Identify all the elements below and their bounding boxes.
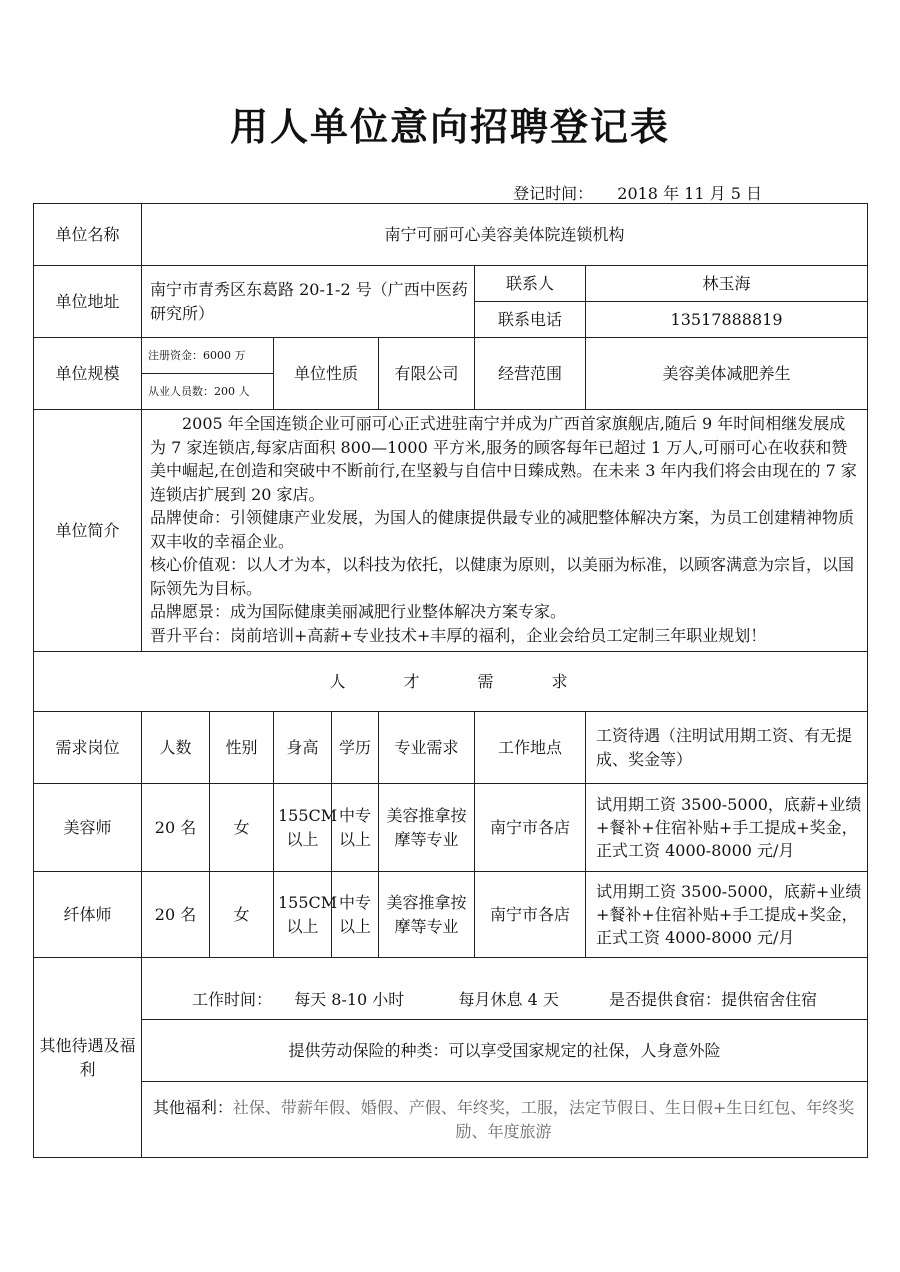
unit-nature-value: 有限公司 [379, 338, 475, 410]
staff-count: 从业人员数：200 人 [142, 374, 274, 410]
contact-label: 联系人 [475, 266, 586, 302]
job-height: 155CM 以上 [274, 872, 332, 958]
rest-days: 每月休息 4 天 [458, 989, 559, 1009]
business-scope-value: 美容美体减肥养生 [586, 338, 868, 410]
registered-capital: 注册资金：6000 万 [142, 338, 274, 374]
job-specialty: 美容推拿按摩等专业 [379, 872, 475, 958]
reg-day: 5 日 [730, 184, 762, 203]
job-salary: 试用期工资 3500-5000，底薪+业绩+餐补+住宿补贴+手工提成+奖金，正式工资 4000-8000 元/月 [586, 872, 868, 958]
unit-scale-label: 单位规模 [34, 338, 142, 410]
phone-value: 13517888819 [586, 302, 868, 338]
meal-value: 提供宿舍住宿 [721, 989, 818, 1009]
job-count: 20 名 [142, 872, 210, 958]
other-benefits-label: 其他福利： [152, 1098, 233, 1118]
unit-name-value: 南宁可丽可心美容美体院连锁机构 [142, 204, 868, 266]
other-benefits-line [142, 1082, 868, 1158]
job-header: 工作地点 [475, 712, 586, 784]
table-row [34, 784, 868, 872]
table-row [34, 872, 868, 958]
job-header: 身高 [274, 712, 332, 784]
job-gender: 女 [210, 872, 274, 958]
job-location: 南宁市各店 [475, 872, 586, 958]
talent-heading: 人才需求 [34, 652, 868, 712]
business-scope-label: 经营范围 [475, 338, 586, 410]
job-title: 纤体师 [34, 872, 142, 958]
work-time-value: 每天 8-10 小时 [294, 989, 405, 1009]
job-gender: 女 [210, 784, 274, 872]
reg-label: 登记时间： [513, 184, 594, 203]
work-time-line [142, 958, 868, 1020]
job-specialty: 美容推拿按摩等专业 [379, 784, 475, 872]
intro-paragraph: 2005 年全国连锁企业可丽可心正式进驻南宁并成为广西首家旗舰店,随后 9 年时间相继发展成为 7 家连锁店,每家店面积 800—1000 平方米,服务的顾客每年已超过 1 万人,可丽可心在收获和赞美中崛起,在创造和突破中不断前行,在坚毅与自信中日臻成熟。在未来 3 年内我们将会由现在的 7 家连锁店扩展到 20 家店。 [150, 414, 857, 504]
unit-name-label: 单位名称 [34, 204, 142, 266]
registration-table [33, 203, 868, 1158]
job-header: 学历 [332, 712, 379, 784]
job-header: 人数 [142, 712, 210, 784]
contact-value: 林玉海 [586, 266, 868, 302]
meal-label: 是否提供食宿： [609, 989, 722, 1009]
other-benefits-value: 社保、带薪年假、婚假、产假、年终奖，工服，法定节假日、生日假+生日红包、年终奖励、年度旅游 [232, 1098, 855, 1141]
intro-paragraph: 晋升平台：岗前培训+高薪+专业技术+丰厚的福利，企业会给员工定制三年职业规划！ [150, 625, 767, 645]
unit-nature-label: 单位性质 [274, 338, 379, 410]
job-height: 155CM 以上 [274, 784, 332, 872]
unit-intro [142, 410, 868, 652]
work-time-label: 工作时间： [191, 989, 272, 1009]
benefits-label: 其他待遇及福利 [34, 958, 142, 1158]
job-education: 中专以上 [332, 784, 379, 872]
job-header: 专业需求 [379, 712, 475, 784]
intro-paragraph: 核心价值观：以人才为本，以科技为依托，以健康为原则，以美丽为标准，以顾客满意为宗旨，以国际领先为目标。 [150, 555, 855, 598]
unit-intro-label: 单位简介 [34, 410, 142, 652]
job-header: 性别 [210, 712, 274, 784]
job-location: 南宁市各店 [475, 784, 586, 872]
form-title: 用人单位意向招聘登记表 [229, 105, 670, 149]
insurance-value: 可以享受国家规定的社保，人身意外险 [448, 1040, 721, 1060]
unit-address-value: 南宁市青秀区东葛路 20-1-2 号（广西中医药研究所） [142, 266, 475, 338]
job-header: 工资待遇（注明试用期工资、有无提成、奖金等） [586, 712, 868, 784]
phone-label: 联系电话 [475, 302, 586, 338]
intro-paragraph: 品牌愿景：成为国际健康美丽减肥行业整体解决方案专家。 [150, 602, 567, 621]
insurance-label: 提供劳动保险的种类： [288, 1040, 449, 1060]
insurance-line [142, 1020, 868, 1082]
registration-date [513, 181, 762, 204]
reg-year: 2018 年 [617, 184, 680, 203]
job-count: 20 名 [142, 784, 210, 872]
job-education: 中专以上 [332, 872, 379, 958]
job-salary: 试用期工资 3500-5000，底薪+业绩+餐补+住宿补贴+手工提成+奖金，正式工资 4000-8000 元/月 [586, 784, 868, 872]
job-title: 美容师 [34, 784, 142, 872]
intro-paragraph: 品牌使命：引领健康产业发展，为国人的健康提供最专业的减肥整体解决方案，为员工创建精神物质双丰收的幸福企业。 [150, 508, 855, 551]
job-header: 需求岗位 [34, 712, 142, 784]
reg-month: 11 月 [684, 184, 726, 203]
unit-address-label: 单位地址 [34, 266, 142, 338]
